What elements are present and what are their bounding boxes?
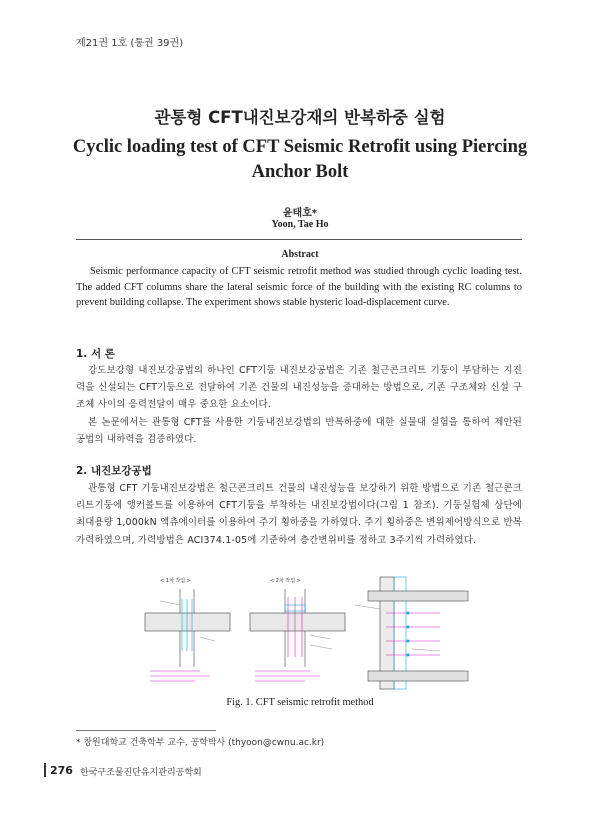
footnote-divider (76, 730, 216, 731)
page-number-bar (44, 763, 46, 777)
section-paragraph: 본 논문에서는 관통형 CFT를 사용한 기둥내진보강법의 반복하중에 대한 실물대 실험을 통하여 제안된 공법의 내하력을 검증하였다. (76, 417, 522, 446)
abstract-heading: Abstract (281, 249, 319, 260)
section-paragraph: 관통형 CFT 기둥내진보강법은 철근콘크리트 건물의 내진성능을 보강하기 위한 방법으로 기존 철근콘크리트기둥에 앵커볼트를 이용하여 CFT기둥을 부착하는 내진보강법이다(그림 1 참조). 기둥실험체 상단에 최대용량 1,000kN 액츄에이터를 이용하여 주기 횡하중을 가하였다. 주기 횡하중은 변위제어방식으로 반복 가력하였으며, 가력방법은 ACI374.1-05에 기준하여 층간변위비를 정하고 3주기씩 가력하였다. (76, 483, 522, 546)
paper-title-english: Cyclic loading test of CFT Seismic Retrofit using Piercing Anchor Bolt (72, 137, 528, 182)
detail-drawing-step2 (250, 589, 345, 681)
section-heading-introduction: 1. 서 론 (76, 348, 115, 360)
paper-title-korean: 관통형 CFT내진보강재의 반복하중 실험 (154, 108, 446, 127)
page-number: 276 (50, 764, 73, 777)
author-affiliation-footnote: * 창원대학교 건축학부 교수, 공학박사 (thyoon@cwnu.ac.kr) (76, 738, 325, 748)
title-divider (76, 239, 522, 240)
retrofit-detail-figure (140, 575, 470, 695)
author-name-english: Yoon, Tae Ho (271, 219, 329, 230)
figure-label-step1: < 1차 작업 > (160, 578, 191, 584)
abstract-body: Seismic performance capacity of CFT seismic retrofit method was studied through cyclic loading test. The added CFT columns share the lateral seismic force of the building with the existing RC columns to prevent building collapse. The experiment shows stable hysteric load-displacement curve. (76, 266, 522, 308)
figure-label-step2: < 2차 작업 > (270, 578, 301, 584)
journal-issue-header: 제21권 1호 (통권 39권) (76, 38, 184, 49)
section-heading-retrofit-method: 2. 내진보강공법 (76, 465, 152, 477)
detail-drawing-elevation (355, 577, 468, 689)
journal-name-footer: 한국구조물진단유지관리공학회 (80, 768, 202, 778)
figure-caption: Fig. 1. CFT seismic retrofit method (226, 697, 374, 708)
author-name-korean: 윤태호* (282, 208, 318, 219)
detail-drawing-step1 (145, 589, 230, 681)
section-paragraph: 강도보강형 내진보강공법의 하나인 CFT기둥 내진보강공법은 기존 철근콘크리트 기둥이 부담하는 지진력을 신설되는 CFT기둥으로 전달하여 기존 건물의 내진성능을 증대하는 방법으로, 기존 구조체와 신설 구조체 사이의 응력전달이 매우 중요한 요소이다. (76, 365, 522, 411)
